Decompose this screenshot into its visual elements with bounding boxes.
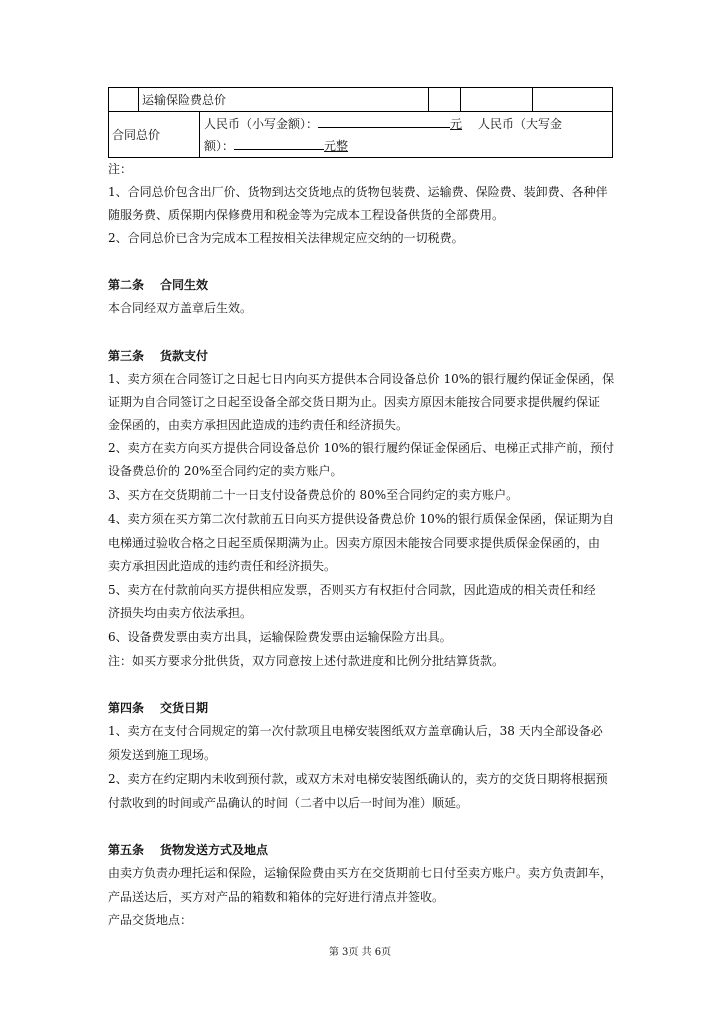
amount-small-unit: 元	[450, 116, 463, 131]
section-line: 金保函的，由卖方承担因此造成的违约责任和经济损失。	[108, 418, 409, 432]
amount-big-prefix: 人民币（大写金	[478, 116, 563, 131]
section-line: 1、卖方在支付合同规定的第一次付款项且电梯安装图纸双方盖章确认后，38 天内全部设备必	[108, 724, 603, 738]
section-line: 电梯通过验收合格之日起至质保期满为止。因卖方原因未能按合同要求提供质保金保函的，由	[108, 536, 601, 550]
transport-insurance-label: 运输保险费总价	[139, 88, 429, 112]
amount-big-cont: 额）：	[204, 138, 235, 153]
amount-small-blank	[318, 113, 450, 128]
section-title: 货物发送方式及地点	[160, 843, 269, 857]
amount-big-unit: 元整	[324, 138, 349, 153]
notes-line: 随服务费、质保期内保修费用和税金等为完成本工程设备供货的全部费用。	[108, 208, 505, 222]
section-heading-4	[108, 697, 613, 720]
section-title: 货款支付	[160, 349, 209, 363]
price-table	[108, 87, 613, 158]
section-heading-3	[108, 345, 613, 368]
contract-total-amount-cell	[200, 112, 613, 158]
section-line: 2、卖方在卖方向买方提供合同设备总价 10%的银行履约保证金保函后、电梯正式排产前，预付	[108, 441, 615, 455]
section-number: 第二条	[108, 278, 145, 292]
section-heading-2	[108, 274, 613, 297]
section-line: 6、设备费发票由卖方出具，运输保险费发票由运输保险方出具。	[108, 630, 452, 644]
section-line: 卖方承担因此造成的违约责任和经济损失。	[108, 559, 337, 573]
contract-total-label: 合同总价	[109, 112, 200, 158]
section-number: 第三条	[108, 349, 145, 363]
section-number: 第五条	[108, 843, 145, 857]
notes-line: 1、合同总价包含出厂价、货物到达交货地点的货物包装费、运输费、保险费、装卸费、各种伴	[108, 185, 608, 199]
transport-insurance-row	[109, 88, 613, 112]
section-line: 济损失均由卖方依法承担。	[108, 606, 253, 620]
section-line: 4、卖方须在买方第二次付款前五日向买方提供设备费总价 10%的银行质保金保函，保证期为自	[108, 512, 615, 526]
section-line: 设备费总价的 20%至合同约定的卖方账户。	[108, 464, 343, 478]
section-title: 交货日期	[160, 701, 209, 715]
amount-big-blank	[234, 135, 324, 150]
amount-small-prefix: 人民币（小写金额）：	[204, 116, 319, 131]
section-number: 第四条	[108, 701, 145, 715]
section-line: 产品送达后，买方对产品的箱数和箱体的完好进行清点并签收。	[108, 890, 445, 904]
section-line: 5、卖方在付款前向买方提供相应发票，否则买方有权拒付合同款，因此造成的相关责任和经	[108, 583, 596, 597]
section-line: 注：如买方要求分批供货，双方同意按上述付款进度和比例分批结算货款。	[108, 654, 505, 668]
section-line: 本合同经双方盖章后生效。	[108, 301, 253, 315]
contract-total-row	[109, 112, 613, 158]
section-line: 证期为自合同签订之日起至设备全部交货日期为止。因卖方原因未能按合同要求提供履约保证	[108, 395, 601, 409]
section-line: 付款收到的时间或产品确认的时间（二者中以后一时间为准）顺延。	[108, 796, 469, 810]
page-number-footer: 第 3页 共 6页	[328, 947, 392, 958]
section-line: 1、卖方须在合同签订之日起七日内向买方提供本合同设备总价 10%的银行履约保证金保函，保	[108, 372, 615, 386]
section-line: 2、卖方在约定期内未收到预付款，或双方未对电梯安装图纸确认的，卖方的交货日期将根据预	[108, 772, 608, 786]
notes-title: 注：	[108, 162, 133, 176]
section-line: 产品交货地点：	[108, 913, 193, 927]
section-line: 须发送到施工现场。	[108, 748, 217, 762]
section-line: 由卖方负责办理托运和保险，运输保险费由买方在交货期前七日付至卖方账户。卖方负责卸车，	[108, 866, 613, 880]
section-title: 合同生效	[160, 278, 209, 292]
section-heading-5	[108, 839, 613, 862]
section-line: 3、买方在交货期前二十一日支付设备费总价的 80%至合同约定的卖方账户。	[108, 488, 519, 502]
notes-line: 2、合同总价已含为完成本工程按相关法律规定应交纳的一切税费。	[108, 231, 464, 245]
